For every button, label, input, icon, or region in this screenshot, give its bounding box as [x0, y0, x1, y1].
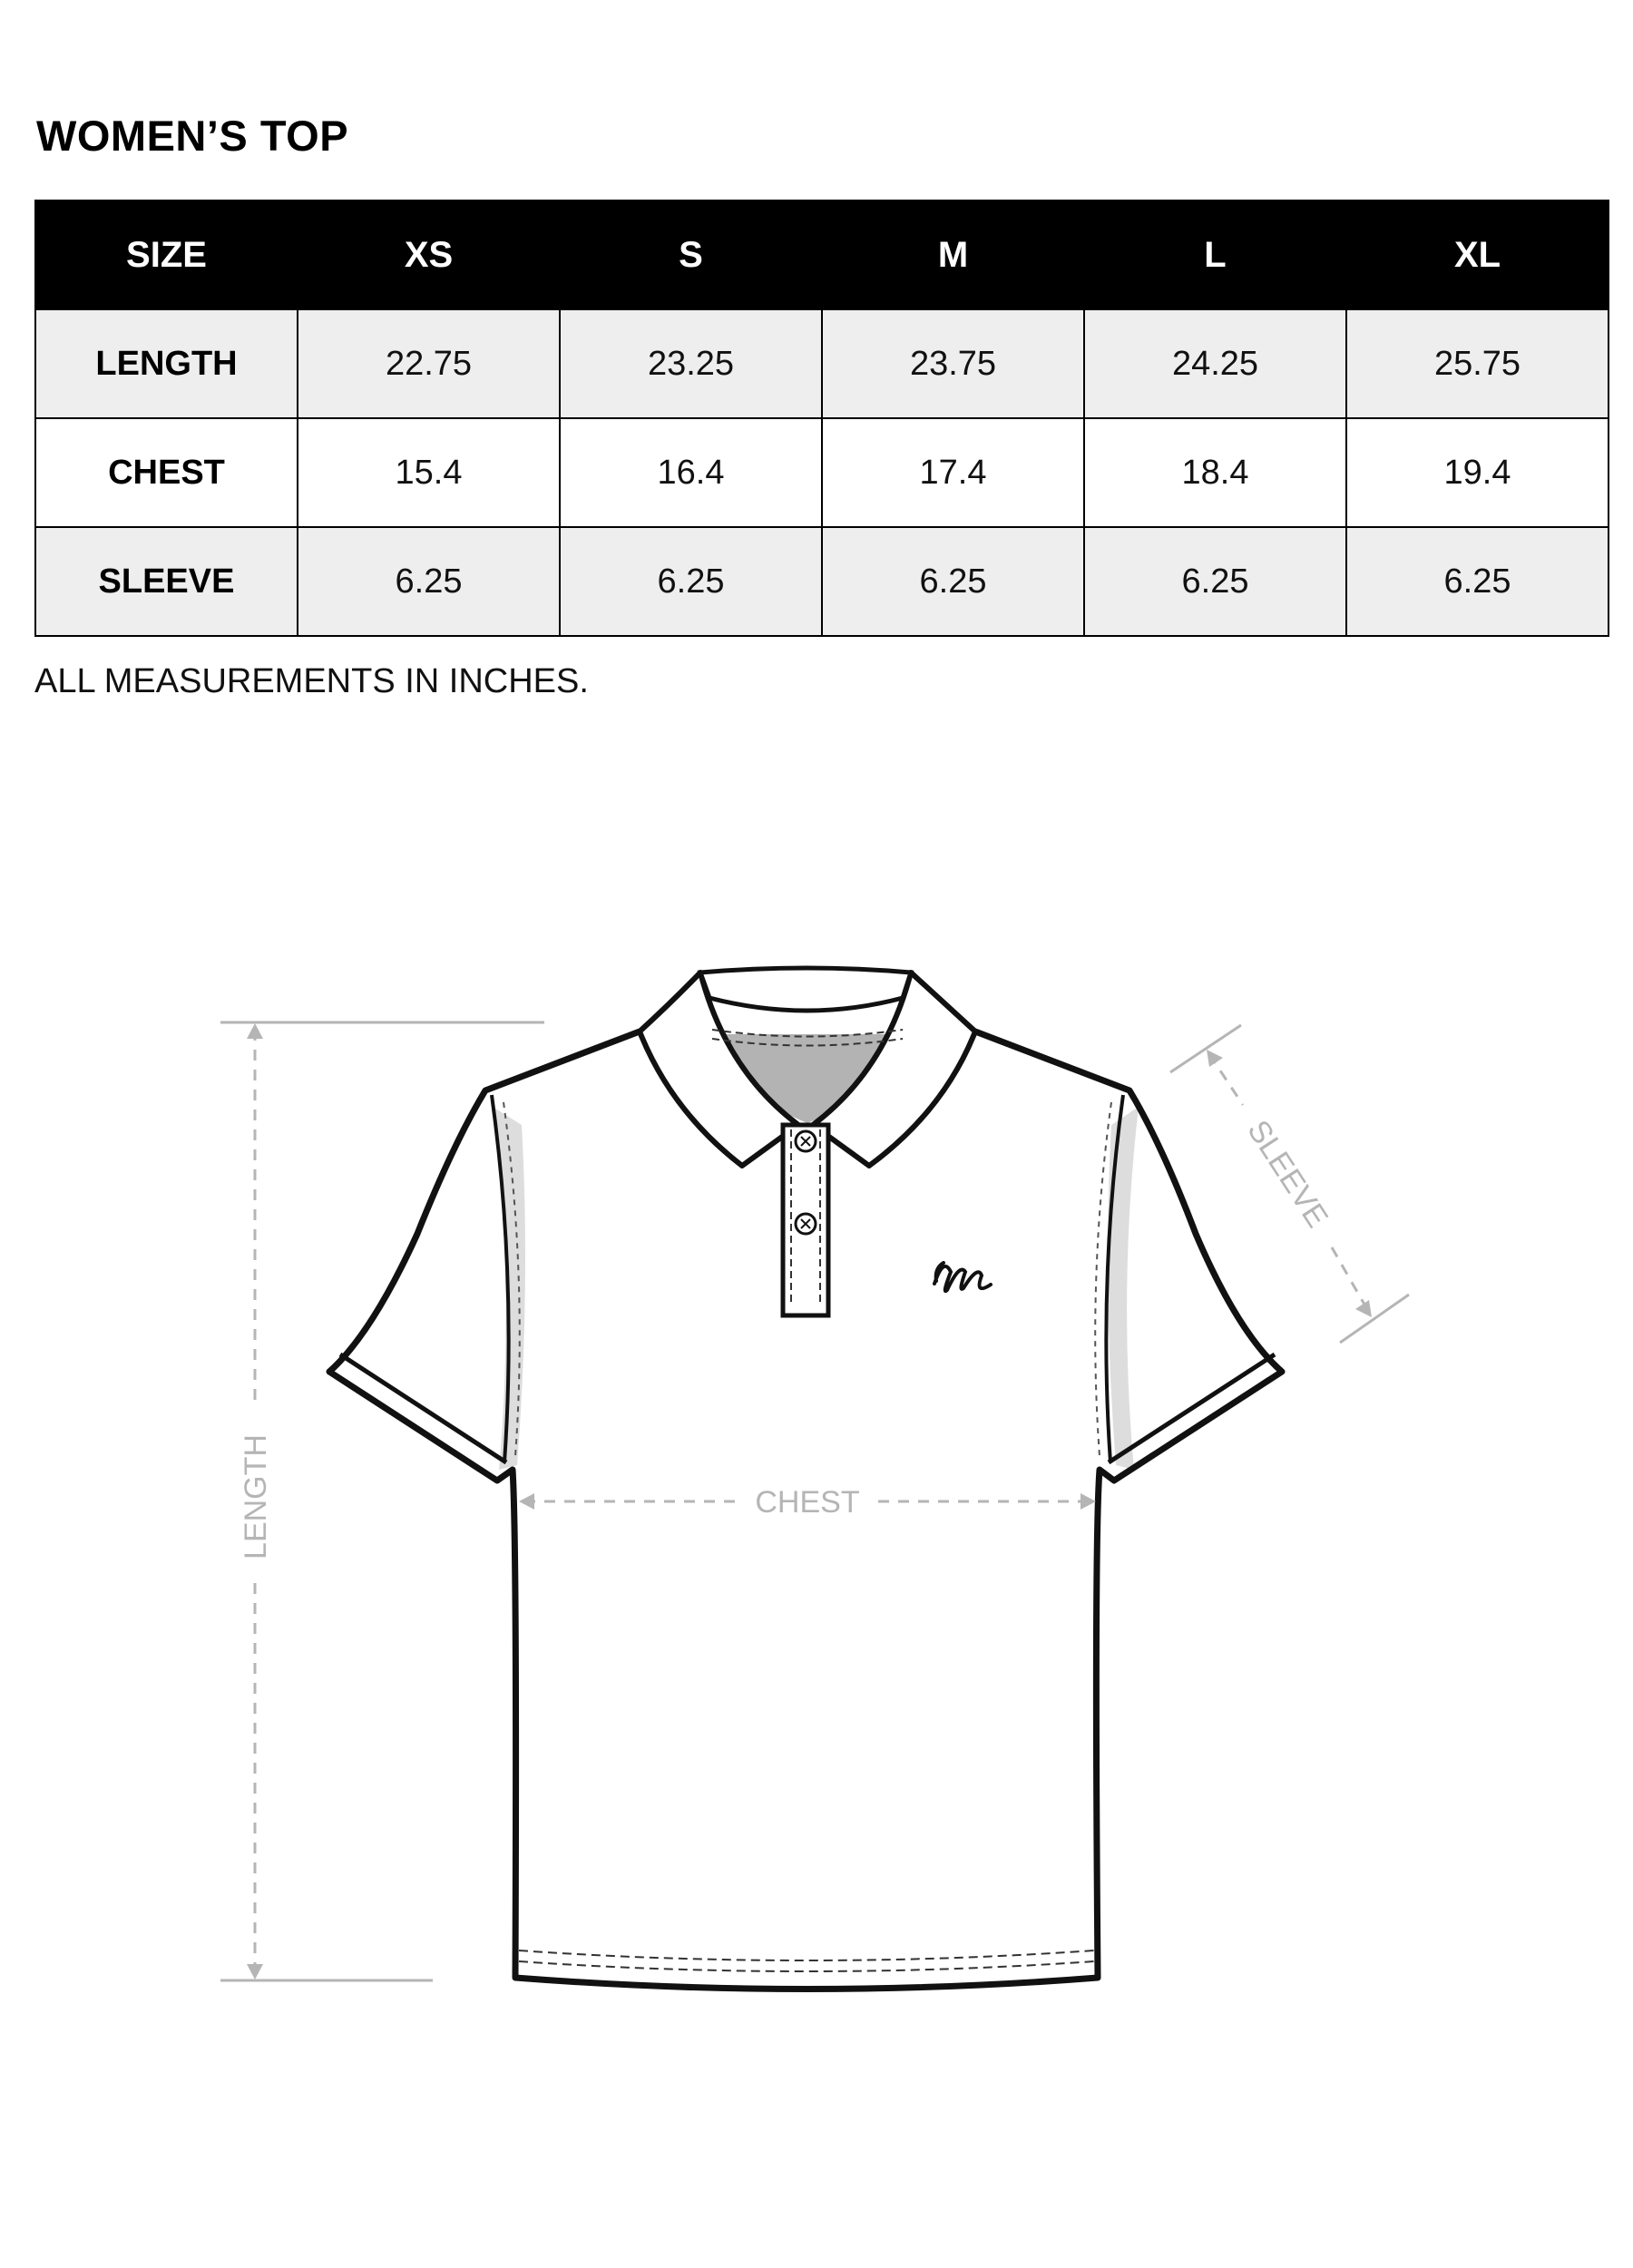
measurement-note: ALL MEASUREMENTS IN INCHES. — [34, 662, 589, 700]
length-arrow-top — [247, 1023, 263, 1039]
header-cell-xl: XL — [1346, 200, 1609, 309]
table-row-chest — [35, 418, 1609, 527]
table-cell: 22.75 — [298, 309, 560, 418]
table-cell: 17.4 — [822, 418, 1084, 527]
size-chart-table — [34, 200, 1609, 637]
table-cell: 25.75 — [1346, 309, 1609, 418]
chest-arrow-right — [1081, 1493, 1096, 1510]
table-header-row — [35, 200, 1609, 309]
table-row-length — [35, 309, 1609, 418]
table-cell: 24.25 — [1084, 309, 1346, 418]
table-cell: 6.25 — [1346, 527, 1609, 636]
row-label-chest: CHEST — [35, 418, 298, 527]
right-underarm-shade — [1108, 1107, 1139, 1470]
table-cell: 16.4 — [560, 418, 822, 527]
table-cell: 23.75 — [822, 309, 1084, 418]
right-sleeve-hem — [1109, 1354, 1275, 1462]
page-title: WOMEN’S TOP — [36, 112, 349, 160]
table-cell: 6.25 — [822, 527, 1084, 636]
sleeve-label: SLEEVE — [1240, 1114, 1335, 1234]
collar-back — [700, 968, 911, 1011]
sleeve-bottom-guide — [1340, 1295, 1409, 1343]
brand-logo-icon — [934, 1263, 991, 1291]
button-icon — [796, 1214, 816, 1234]
table-cell: 6.25 — [1084, 527, 1346, 636]
chest-label: CHEST — [755, 1485, 860, 1520]
sleeve-arrow-top — [1207, 1050, 1223, 1067]
button-icon — [796, 1131, 816, 1151]
table-cell: 6.25 — [560, 527, 822, 636]
table-cell: 19.4 — [1346, 418, 1609, 527]
length-arrow-bottom — [247, 1964, 263, 1980]
left-sleeve-hem — [340, 1354, 506, 1462]
header-cell-m: M — [822, 200, 1084, 309]
table-cell: 15.4 — [298, 418, 560, 527]
header-cell-s: S — [560, 200, 822, 309]
row-label-length: LENGTH — [35, 309, 298, 418]
table-cell: 23.25 — [560, 309, 822, 418]
header-cell-l: L — [1084, 200, 1346, 309]
bottom-hem-stitch — [519, 1950, 1094, 1960]
table-cell: 6.25 — [298, 527, 560, 636]
chest-arrow-left — [519, 1493, 534, 1510]
header-cell-xs: XS — [298, 200, 560, 309]
polo-shirt-diagram — [0, 907, 1633, 2087]
sleeve-top-guide — [1170, 1025, 1241, 1072]
row-label-sleeve: SLEEVE — [35, 527, 298, 636]
header-cell-size: SIZE — [35, 200, 298, 309]
table-row-sleeve — [35, 527, 1609, 636]
table-cell: 18.4 — [1084, 418, 1346, 527]
length-label: LENGTH — [239, 1434, 273, 1559]
